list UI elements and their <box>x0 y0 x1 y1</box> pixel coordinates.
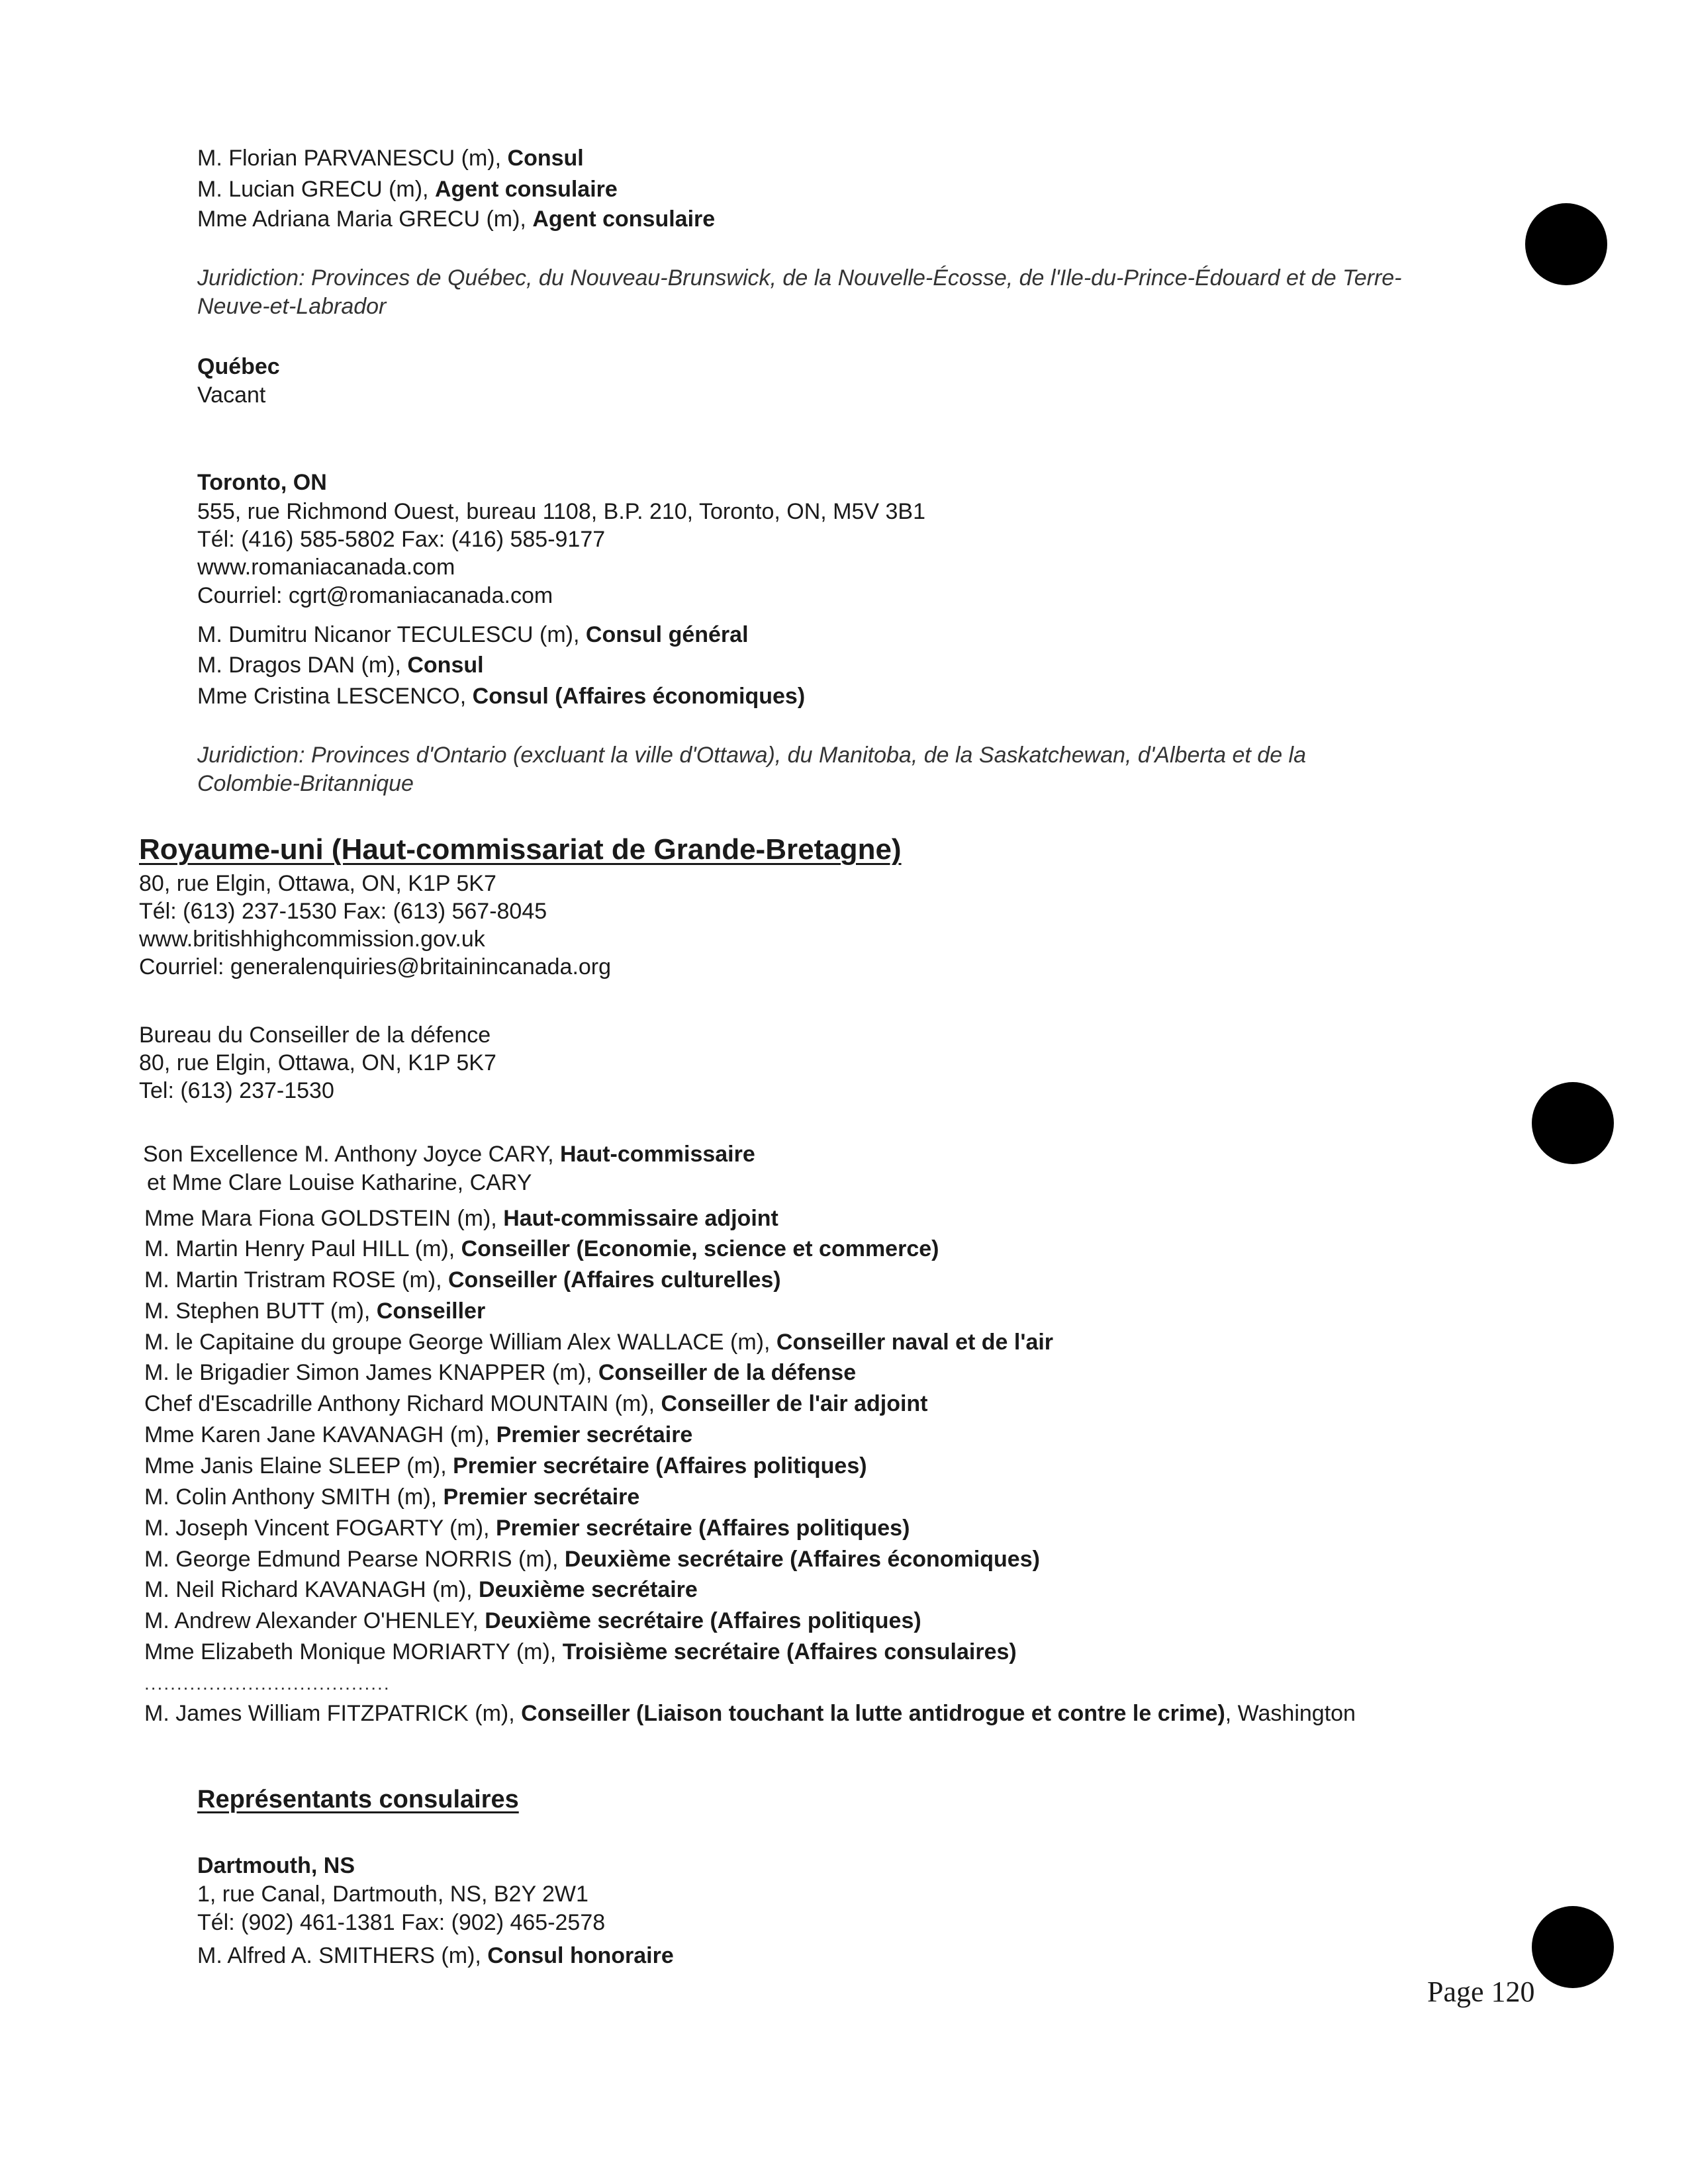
staff-line <box>144 1576 698 1604</box>
staff-line <box>144 1235 939 1263</box>
staff-title: Conseiller (Liaison touchant la lutte antidrogue et contre le crime) <box>521 1701 1225 1726</box>
staff-line <box>197 205 715 233</box>
staff-line <box>197 175 618 203</box>
staff-line <box>144 1205 778 1232</box>
spouse-line: et Mme Clare Louise Katharine, CARY <box>147 1170 532 1195</box>
staff-title: Premier secrétaire <box>443 1484 640 1510</box>
consular-section-heading: Représentants consulaires <box>197 1786 519 1813</box>
staff-name: M. Andrew Alexander O'HENLEY, <box>144 1608 485 1633</box>
staff-title: Premier secrétaire (Affaires politiques) <box>495 1516 910 1541</box>
staff-line <box>197 1942 674 1970</box>
head-of-mission <box>143 1140 755 1168</box>
staff-name: Mme Adriana Maria GRECU (m), <box>197 206 533 232</box>
staff-line <box>144 1452 867 1480</box>
staff-title: Consul <box>407 653 484 678</box>
jurisdiction-text: Neuve-et-Labrador <box>197 294 387 319</box>
punch-hole-bottom <box>1532 1906 1614 1988</box>
staff-line <box>144 1545 1040 1573</box>
embassy-email: Courriel: generalenquiries@britainincanada.org <box>139 954 612 979</box>
staff-name: M. Dumitru Nicanor TECULESCU (m), <box>197 622 586 647</box>
city-heading-toronto: Toronto, ON <box>197 470 327 495</box>
punch-hole-top <box>1525 203 1607 285</box>
toronto-phone: Tél: (416) 585-5802 Fax: (416) 585-9177 <box>197 527 606 552</box>
staff-title: Premier secrétaire (Affaires politiques) <box>453 1453 867 1479</box>
staff-line <box>144 1638 1017 1666</box>
staff-name: M. Neil Richard KAVANAGH (m), <box>144 1577 479 1602</box>
staff-name: M. Dragos DAN (m), <box>197 653 408 678</box>
nonresident-staff-line <box>144 1700 1356 1727</box>
quebec-status: Vacant <box>197 383 266 408</box>
staff-line <box>144 1390 928 1418</box>
staff-line <box>144 1483 639 1511</box>
staff-title: Deuxième secrétaire (Affaires politiques) <box>485 1608 921 1633</box>
defence-office-address: 80, rue Elgin, Ottawa, ON, K1P 5K7 <box>139 1050 496 1075</box>
staff-location: , Washington <box>1225 1701 1356 1726</box>
staff-name: Chef d'Escadrille Anthony Richard MOUNTAIN (m), <box>144 1391 661 1416</box>
staff-name: Mme Elizabeth Monique MORIARTY (m), <box>144 1639 563 1664</box>
staff-title: Deuxième secrétaire <box>479 1577 698 1602</box>
staff-title: Agent consulaire <box>434 177 618 202</box>
staff-line <box>197 621 749 649</box>
staff-name: M. le Capitaine du groupe George William Alex WALLACE (m), <box>144 1330 776 1355</box>
staff-title: Haut-commissaire adjoint <box>503 1206 778 1231</box>
staff-title: Consul <box>507 146 584 171</box>
staff-line <box>197 682 805 710</box>
staff-name: M. Martin Henry Paul HILL (m), <box>144 1236 461 1261</box>
city-heading-dartmouth: Dartmouth, NS <box>197 1853 355 1878</box>
staff-title: Consul (Affaires économiques) <box>472 684 806 709</box>
staff-line <box>144 1266 781 1294</box>
staff-name: Mme Cristina LESCENCO, <box>197 684 473 709</box>
page-number: Page 120 <box>1427 1976 1535 2008</box>
dartmouth-phone: Tél: (902) 461-1381 Fax: (902) 465-2578 <box>197 1910 606 1935</box>
staff-line <box>144 1514 910 1542</box>
jurisdiction-text: Colombie-Britannique <box>197 771 414 796</box>
defence-office-phone: Tel: (613) 237-1530 <box>139 1078 334 1103</box>
defence-office-title: Bureau du Conseiller de la défence <box>139 1023 491 1048</box>
staff-name: M. Joseph Vincent FOGARTY (m), <box>144 1516 496 1541</box>
staff-title: Agent consulaire <box>532 206 716 232</box>
staff-name: Mme Mara Fiona GOLDSTEIN (m), <box>144 1206 504 1231</box>
jurisdiction-text: Juridiction: Provinces de Québec, du Nouveau-Brunswick, de la Nouvelle-Écosse, de l'Ile-du-Prince-Édouard et de Terre- <box>197 265 1402 291</box>
staff-name: M. le Brigadier Simon James KNAPPER (m), <box>144 1360 598 1385</box>
staff-name: M. James William FITZPATRICK (m), <box>144 1701 522 1726</box>
staff-title: Consul honoraire <box>487 1943 674 1968</box>
staff-line <box>144 1421 692 1449</box>
staff-title: Deuxième secrétaire (Affaires économiques) <box>564 1547 1040 1572</box>
staff-name: M. Martin Tristram ROSE (m), <box>144 1267 448 1293</box>
staff-name: M. Florian PARVANESCU (m), <box>197 146 508 171</box>
jurisdiction-text: Juridiction: Provinces d'Ontario (excluant la ville d'Ottawa), du Manitoba, de la Saskatchewan, d'Alberta et de la <box>197 743 1307 768</box>
staff-line <box>144 1607 921 1635</box>
staff-title: Haut-commissaire <box>559 1142 755 1167</box>
staff-title: Conseiller naval et de l'air <box>776 1330 1054 1355</box>
embassy-address: 80, rue Elgin, Ottawa, ON, K1P 5K7 <box>139 871 496 896</box>
country-heading: Royaume-uni (Haut-commissariat de Grande-Bretagne) <box>139 833 902 866</box>
staff-title: Conseiller de l'air adjoint <box>661 1391 928 1416</box>
staff-line <box>144 1328 1053 1356</box>
embassy-phone: Tél: (613) 237-1530 Fax: (613) 567-8045 <box>139 899 547 924</box>
staff-name: M. Stephen BUTT (m), <box>144 1298 377 1324</box>
staff-name: Mme Karen Jane KAVANAGH (m), <box>144 1422 496 1447</box>
punch-hole-middle <box>1532 1082 1614 1164</box>
staff-name: Son Excellence M. Anthony Joyce CARY, <box>143 1142 560 1167</box>
dartmouth-address: 1, rue Canal, Dartmouth, NS, B2Y 2W1 <box>197 1882 588 1907</box>
dotted-separator: ...................................... <box>144 1673 391 1694</box>
staff-name: M. Colin Anthony SMITH (m), <box>144 1484 444 1510</box>
staff-name: Mme Janis Elaine SLEEP (m), <box>144 1453 453 1479</box>
staff-name: M. Alfred A. SMITHERS (m), <box>197 1943 488 1968</box>
staff-title: Conseiller <box>376 1298 486 1324</box>
toronto-email: Courriel: cgrt@romaniacanada.com <box>197 583 553 608</box>
staff-title: Troisième secrétaire (Affaires consulaires) <box>562 1639 1017 1664</box>
toronto-website: www.romaniacanada.com <box>197 555 455 580</box>
staff-name: M. George Edmund Pearse NORRIS (m), <box>144 1547 565 1572</box>
staff-title: Consul général <box>585 622 749 647</box>
staff-line <box>197 651 484 679</box>
staff-title: Conseiller (Affaires culturelles) <box>448 1267 781 1293</box>
staff-line <box>197 144 584 172</box>
toronto-address: 555, rue Richmond Ouest, bureau 1108, B.P. 210, Toronto, ON, M5V 3B1 <box>197 499 926 524</box>
staff-line <box>144 1359 856 1387</box>
embassy-website: www.britishhighcommission.gov.uk <box>139 927 485 952</box>
staff-line <box>144 1297 485 1325</box>
staff-title: Conseiller de la défense <box>598 1360 857 1385</box>
staff-title: Premier secrétaire <box>496 1422 693 1447</box>
staff-title: Conseiller (Economie, science et commerce) <box>461 1236 939 1261</box>
staff-name: M. Lucian GRECU (m), <box>197 177 435 202</box>
city-heading-quebec: Québec <box>197 354 280 379</box>
